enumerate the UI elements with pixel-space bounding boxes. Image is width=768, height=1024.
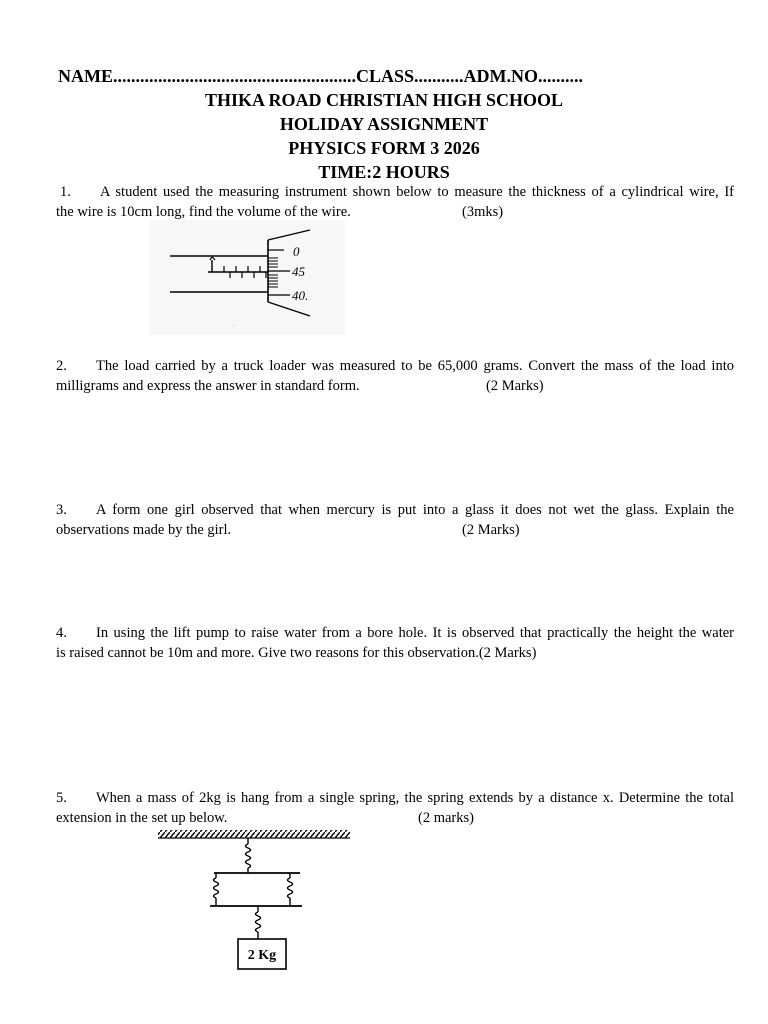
marks-label: (2 marks) xyxy=(418,810,474,826)
question-text-line2: the wire is 10cm long, find the volume of the wire. xyxy=(56,204,351,220)
question-text-line1: A form one girl observed that when mercury is put into a glass it does not wet the glass. Explain the xyxy=(96,502,734,518)
ceiling-support xyxy=(158,830,350,838)
subject-title: PHYSICS FORM 3 2026 xyxy=(288,138,480,158)
spring-icon xyxy=(214,873,219,906)
marks-label: (2 Marks) xyxy=(462,522,520,538)
question-text-line1: When a mass of 2kg is hang from a single spring, the spring extends by a distance x. Determine the total xyxy=(96,790,734,806)
mass-label: 2 Kg xyxy=(247,948,277,963)
question-3 xyxy=(56,500,734,540)
school-name: THIKA ROAD CHRISTIAN HIGH SCHOOL xyxy=(204,90,564,110)
question-number: 4. xyxy=(56,625,67,641)
question-5 xyxy=(56,788,734,828)
question-number: 1. xyxy=(60,184,71,200)
spring-icon xyxy=(256,906,261,939)
micrometer-screw-gauge-diagram xyxy=(150,220,345,335)
question-text-line2: is raised cannot be 10m and more. Give two reasons for this observation.(2 Marks) xyxy=(56,645,537,661)
svg-text:·: · xyxy=(233,322,236,330)
question-text-line2: extension in the set up below. xyxy=(56,810,228,826)
thimble-label-0: 0 xyxy=(293,244,300,259)
question-text-line1: A student used the measuring instrument shown below to measure the thickness of a cylindrical wire, If xyxy=(100,184,734,200)
question-text-line1: In using the lift pump to raise water from a bore hole. It is observed that practically the height the water xyxy=(96,625,734,641)
thimble-label-40: 40. xyxy=(292,288,309,303)
question-text-line1: The load carried by a truck loader was measured to be 65,000 grams. Convert the mass of the load into xyxy=(96,358,734,374)
question-text-line2: observations made by the girl. xyxy=(56,522,232,538)
student-details-line: NAME......................................................CLASS...........ADM.NO.......... xyxy=(58,66,584,86)
question-number: 2. xyxy=(56,358,67,374)
question-number: 3. xyxy=(56,502,67,518)
time-allowed: TIME:2 HOURS xyxy=(318,162,450,182)
question-4 xyxy=(56,623,734,663)
marks-label: (2 Marks) xyxy=(486,378,544,394)
marks-label: (3mks) xyxy=(462,204,504,220)
spring-icon xyxy=(246,838,251,873)
question-2 xyxy=(56,356,734,396)
assignment-title: HOLIDAY ASSIGNMENT xyxy=(279,114,489,134)
spring-icon xyxy=(288,873,293,906)
question-1 xyxy=(56,182,734,222)
thimble-label-45: 45 xyxy=(292,264,305,279)
question-number: 5. xyxy=(56,790,67,806)
spring-setup-diagram xyxy=(150,826,360,976)
question-text-line2: milligrams and express the answer in standard form. xyxy=(56,378,360,394)
